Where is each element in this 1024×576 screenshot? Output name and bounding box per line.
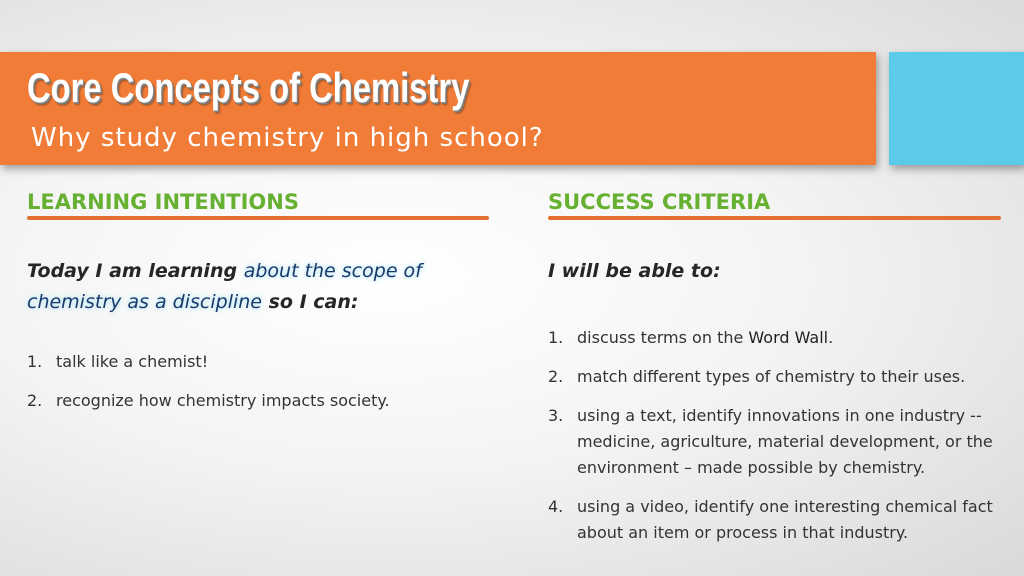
success-intro: I will be able to: xyxy=(548,260,721,282)
learning-item xyxy=(27,349,497,375)
item-text-start: discuss terms on the xyxy=(577,328,749,347)
learning-item xyxy=(27,388,497,414)
learning-intro-prefix: Today I am learning xyxy=(27,260,244,282)
success-item xyxy=(548,364,998,390)
learning-intro-suffix: so I can: xyxy=(262,291,359,313)
item-number: 1. xyxy=(548,328,564,347)
item-number: 4. xyxy=(548,497,564,516)
item-text: match different types of chemistry to their uses. xyxy=(577,367,966,386)
success-heading-divider xyxy=(548,216,1001,220)
item-number: 2. xyxy=(27,391,43,410)
success-criteria-heading: SUCCESS CRITERIA xyxy=(548,190,771,214)
success-item xyxy=(548,325,998,351)
item-text: recognize how chemistry impacts society. xyxy=(56,391,390,410)
word-wall-term: Word Wall xyxy=(748,328,829,347)
learning-intro-highlight: about the scope of chemistry as a discipline xyxy=(27,260,422,313)
item-text: talk like a chemist! xyxy=(56,352,209,371)
success-item xyxy=(548,494,998,546)
learning-intentions-heading: LEARNING INTENTIONS xyxy=(27,190,299,214)
accent-block xyxy=(889,52,1024,165)
slide-subtitle: Why study chemistry in high school? xyxy=(31,123,544,153)
item-text-end: . xyxy=(828,328,834,347)
item-number: 1. xyxy=(27,352,43,371)
learning-list xyxy=(27,349,497,414)
item-text: using a text, identify innovations in one industry -- medicine, agriculture, material development, or the environment – made possible by chemistry. xyxy=(577,406,993,477)
success-item xyxy=(548,403,998,481)
item-text: using a video, identify one interesting chemical fact about an item or process in that industry. xyxy=(577,497,993,542)
item-number: 2. xyxy=(548,367,564,386)
item-number: 3. xyxy=(548,406,564,425)
learning-intro xyxy=(27,256,497,318)
slide-title: Core Concepts of Chemistry xyxy=(27,64,470,111)
learning-heading-divider xyxy=(27,216,489,220)
success-list xyxy=(548,325,998,546)
